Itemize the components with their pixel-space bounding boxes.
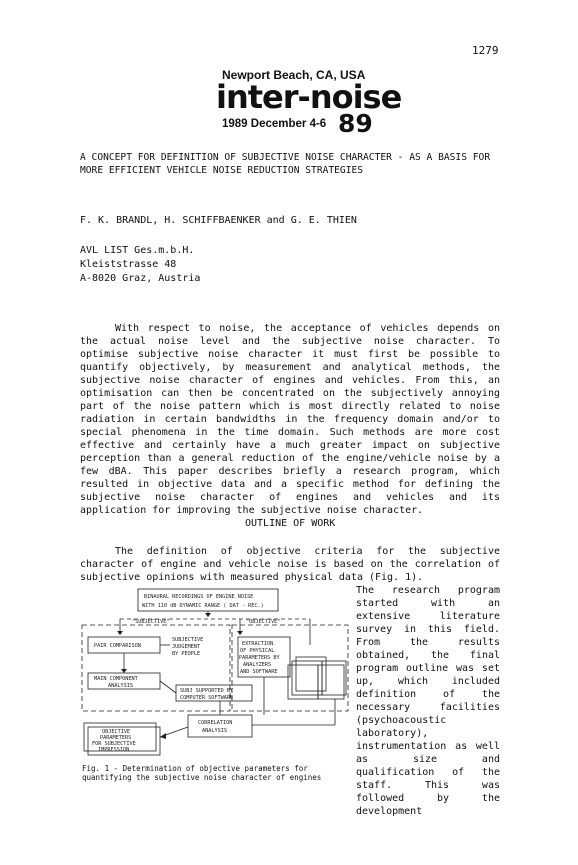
affiliation xyxy=(80,244,200,286)
label-objective: "OBJECTIVE" xyxy=(246,619,281,625)
title-line-1: A CONCEPT FOR DEFINITION OF SUBJECTIVE NOISE CHARACTER - AS A BASIS FOR xyxy=(80,152,491,163)
title-line-2: MORE EFFICIENT VEHICLE NOISE REDUCTION STRATEGIES xyxy=(80,165,364,176)
extraction-5: AND SOFTWARE xyxy=(240,669,278,675)
objective-params-2: PARAMETERS xyxy=(100,735,132,741)
affiliation-line: AVL LIST Ges.m.b.H. xyxy=(80,245,195,256)
top-box-line1: BINAURAL RECORDINGS OF ENGINE NOISE xyxy=(144,594,254,600)
subjective-judgement-1: SUBJECTIVE xyxy=(172,637,204,643)
objective-params-4: IMPRESSION xyxy=(98,747,130,753)
objective-params-3: FOR SUBJECTIVE xyxy=(92,741,136,747)
correlation-1: CORRELATION xyxy=(198,720,233,726)
subjective-judgement-2: JUDGEMENT xyxy=(172,644,201,650)
software-2: COMPUTER SOFTWARE xyxy=(180,695,234,701)
label-subjective: "SUBJECTIVE" xyxy=(132,619,170,625)
pair-comparison-label: PAIR COMPARISON xyxy=(94,643,141,649)
page-number: 1279 xyxy=(472,44,499,57)
extraction-1: EXTRACTION xyxy=(242,641,274,647)
affiliation-line: A-8020 Graz, Austria xyxy=(80,273,201,284)
main-component-2: ANALYSIS xyxy=(108,683,133,689)
subjective-judgement-3: BY PEOPLE xyxy=(172,651,201,657)
figure-diagram xyxy=(80,585,350,765)
affiliation-line: Kleiststrasse 48 xyxy=(80,259,177,270)
conference-place: Newport Beach, CA, USA xyxy=(222,68,366,82)
paper-authors: F. K. BRANDL, H. SCHIFFBAENKER and G. E. THIEN xyxy=(80,215,357,226)
intro-paragraph xyxy=(80,545,500,584)
main-component-1: MAIN COMPONENT xyxy=(94,676,138,682)
abstract xyxy=(80,322,500,517)
figure-caption: Fig. 1 - Determination of objective parameters for quantifying the subjective noise character of engines xyxy=(82,764,322,782)
correlation-2: ANALYSIS xyxy=(202,728,227,734)
conference-logo: inter-noise xyxy=(216,78,402,116)
extraction-4: ANALYZERS xyxy=(243,662,272,668)
right-column-paragraph: The research program started with an extensive literature survey in this field. From the results obtained, the final program outline was set up, which included definition of the necessary facilities (psychoacoustic laboratory), instrumentation as well as size and qualification of the staff. This was followed by the development xyxy=(356,585,500,817)
conference-date: 1989 December 4-6 xyxy=(222,118,327,130)
abstract-text: With respect to noise, the acceptance of vehicles depends on the actual noise level and the subjective noise character. To optimise subjective noise character it must first be possible to quantify objectively, by measurement and analytical methods, the subjective noise character of engines and vehicles. From this, an optimisation can then be concentrated on the subjectively annoying part of the noise pattern which is most directly related to noise radiation in certain bandwidths in the frequency domain and/or to special phenomena in the time domain. Such methods are more cost effective and certainly have a much greater impact on subjective perception than a general reduction of the engine/vehicle noise by a few dBA. This paper describes briefly a research program, which resulted in objective data and a specific method for defining the subjective noise character of engines and vehicles and its application for improving the subjective noise character. xyxy=(80,323,500,516)
extraction-3: PARAMETERS BY xyxy=(239,655,280,661)
figure-1 xyxy=(80,585,350,765)
extraction-2: OF PHYSICAL xyxy=(240,648,275,654)
intro-text: The definition of objective criteria for the subjective character of engine and vehicle noise is based on the correlation of subjective opinions with measured physical data (Fig. 1). xyxy=(80,546,500,583)
software-1: SUBJ SUPPORTED BY xyxy=(180,688,234,694)
top-box-line2: WITH 110 dB DYNAMIC RANGE ( DAT - REC.) xyxy=(142,603,264,609)
conference-year: 89 xyxy=(338,109,373,138)
paper-title xyxy=(80,151,520,177)
objective-params-1: OBJECTIVE xyxy=(102,729,131,735)
right-column-text xyxy=(356,584,500,818)
section-heading: OUTLINE OF WORK xyxy=(245,518,336,529)
